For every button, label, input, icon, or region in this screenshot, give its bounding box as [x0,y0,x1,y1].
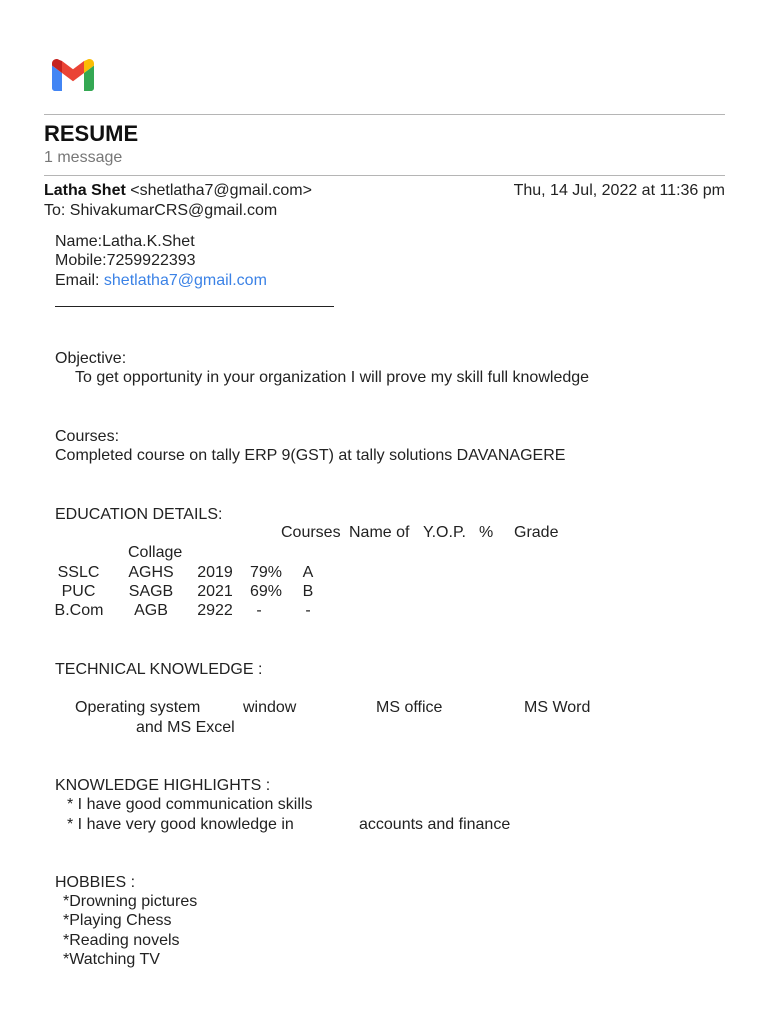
sender-name: Latha Shet [44,182,126,199]
courses-heading: Courses: [55,428,120,445]
sender-email: <shetlatha7@gmail.com> [130,182,312,199]
table-row-puc-percent: 69% [249,583,283,600]
education-header-yop: Y.O.P. [423,524,466,541]
table-row-sslc-grade: A [302,564,314,581]
resume-mobile: Mobile:7259922393 [55,252,196,269]
hobby-item: *Watching TV [63,951,160,968]
hobby-item: *Playing Chess [63,912,172,929]
separator-line [55,306,334,307]
hobbies-heading: HOBBIES : [55,874,136,891]
highlight-item: * I have very good knowledge in [67,816,294,833]
table-row-sslc-college: AGHS [128,564,174,581]
gmail-icon [52,59,94,91]
highlight-item-continued: accounts and finance [359,816,511,833]
education-header-collage: Collage [128,544,183,561]
email-link[interactable]: shetlatha7@gmail.com [103,272,267,289]
technical-heading: TECHNICAL KNOWLEDGE : [55,661,263,678]
email-date: Thu, 14 Jul, 2022 at 11:36 pm [513,182,725,199]
table-row-bcom-year: 2922 [197,602,233,619]
courses-text: Completed course on tally ERP 9(GST) at tally solutions DAVANAGERE [55,447,566,464]
table-row-sslc-percent: 79% [249,564,283,581]
education-header-name-of: Name of [349,524,410,541]
message-count: 1 message [44,149,123,166]
technical-office-value-2: and MS Excel [136,719,235,736]
resume-email-line [55,271,267,291]
highlights-heading: KNOWLEDGE HIGHLIGHTS : [55,777,271,794]
sender-line [44,181,312,201]
recipient-line: To: ShivakumarCRS@gmail.com [44,202,278,219]
resume-name: Name:Latha.K.Shet [55,233,195,250]
education-header-courses: Courses [281,524,341,541]
education-header-percent: % [479,524,494,541]
table-row-puc-college: SAGB [128,583,174,600]
hobby-item: *Reading novels [63,932,180,949]
hobby-item: *Drowning pictures [63,893,198,910]
highlight-item: * I have good communication skills [67,796,313,813]
technical-office-value: MS Word [524,699,591,716]
table-row-puc-year: 2021 [197,583,233,600]
table-row-sslc-year: 2019 [197,564,233,581]
education-heading: EDUCATION DETAILS: [55,506,223,523]
email-subject: RESUME [44,121,139,146]
objective-text: To get opportunity in your organization I will prove my skill full knowledge [75,369,590,386]
table-row-bcom-grade: - [305,602,311,619]
table-row-bcom-college: AGB [134,602,168,619]
header-divider [44,114,725,115]
table-row-bcom-percent: - [256,602,262,619]
education-header-grade: Grade [514,524,559,541]
technical-os-value: window [243,699,297,716]
table-row-sslc-course: SSLC [57,564,100,581]
email-label: Email: [55,272,104,289]
table-row-puc-course: PUC [61,583,96,600]
table-row-bcom-course: B.Com [54,602,104,619]
objective-heading: Objective: [55,350,127,367]
technical-office-label: MS office [376,699,443,716]
subject-divider [44,175,725,176]
technical-os-label: Operating system [75,699,201,716]
table-row-puc-grade: B [302,583,314,600]
